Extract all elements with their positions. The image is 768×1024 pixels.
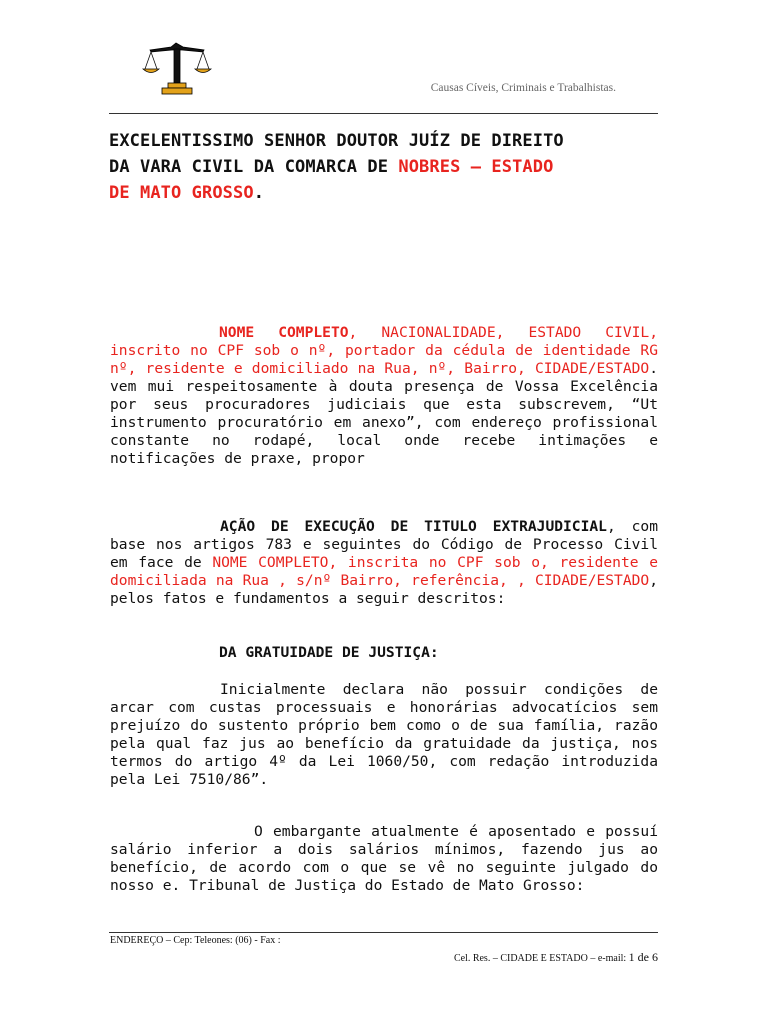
gratuity-paragraph-1: Inicialmente declara não possuir condições de arcar com custas processuais e honorárias advocatícios sem prejuízo do sustento próprio bem como o de sua família, razão pela qual faz jus ao benefício da gratuidade da justiça, nos termos do artigo 4º da Lei 1060/50, com redação introduzida pela Lei 7510/86”. (110, 681, 658, 788)
heading-period: . (253, 183, 265, 203)
party-body-text: . vem mui respeitosamente à douta presença de Vossa Excelência por seus procuradores judiciais que esta subscrevem, “Ut instrumento procuratório em anexo”, com endereço profissional constante no rodapé, local onde recebe intimações e notificações de praxe, propor (110, 360, 658, 467)
header-tagline: Causas Cíveis, Criminais e Trabalhistas. (430, 82, 616, 94)
gratuity-paragraph-2: O embargante atualmente é aposentado e possuí salário inferior a dois salários mínimos, fazendo jus ao benefício, de acordo com o que se vê no seguinte julgado do nosso e. Tribunal de Justiça do Estado de Mato Grosso: (110, 823, 658, 894)
action-text-1: , com base nos artigos 783 e seguintes do Código de Processo Civil em face de (110, 518, 659, 571)
footer-contact (454, 950, 658, 965)
heading-state: DE MATO GROSSO (109, 183, 254, 203)
page-number: 1 de 6 (628, 950, 658, 964)
action-paragraph (110, 518, 658, 608)
party-qualification-paragraph (110, 324, 658, 468)
heading-court-text: DA VARA CIVIL DA COMARCA DE (109, 157, 399, 177)
footer-address: ENDEREÇO – Cep: Teleones: (06) - Fax : (110, 935, 281, 946)
action-text-2: , pelos fatos e fundamentos a seguir descritos: (110, 572, 658, 607)
party-name: NOME COMPLETO (219, 324, 349, 341)
heading-line-1: EXCELENTISSIMO SENHOR DOUTOR JUÍZ DE DIREITO (109, 131, 564, 151)
heading-district: NOBRES – ESTADO (398, 157, 554, 177)
header-divider (109, 113, 658, 114)
document-heading (109, 128, 661, 206)
section-heading: DA GRATUIDADE DE JUSTIÇA: (219, 644, 439, 661)
footer-contact-text: Cel. Res. – CIDADE E ESTADO – e-mail: (453, 953, 629, 964)
party-details: , NACIONALIDADE, ESTADO CIVIL, inscrito no CPF sob o nº, portador da cédula de identidade RG nº, residente e domiciliado na Rua, nº, Bairro, CIDADE/ESTADO (110, 324, 658, 377)
footer-divider (109, 932, 658, 933)
defendant-details: NOME COMPLETO, inscrita no CPF sob o, residente e domiciliada na Rua , s/nº Bairro, referência, , CIDADE/ESTADO (110, 554, 658, 589)
heading-line-2 (109, 154, 661, 180)
scales-of-justice-logo-icon (142, 40, 212, 96)
heading-line-3 (109, 180, 661, 206)
action-title: AÇÃO DE EXECUÇÃO DE TITULO EXTRAJUDICIAL (220, 518, 607, 535)
